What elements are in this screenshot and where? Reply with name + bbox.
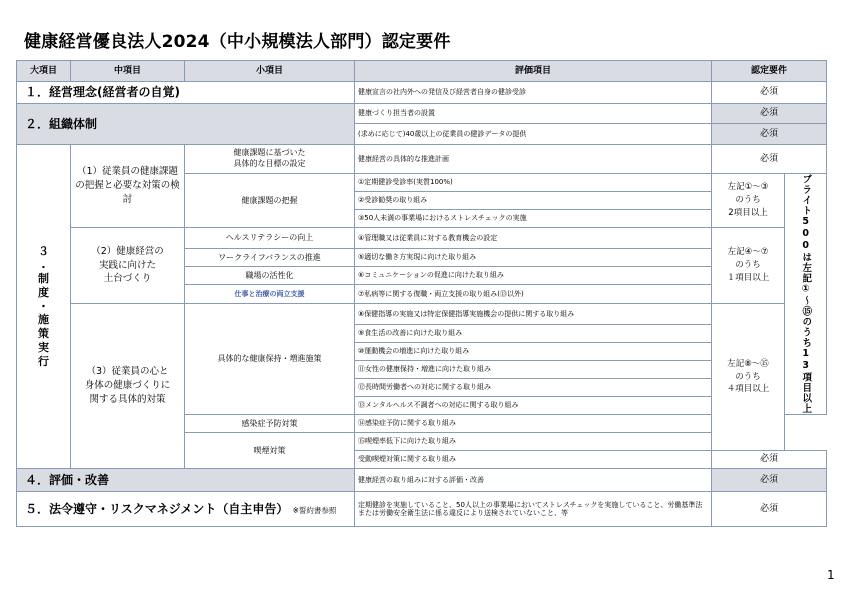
- g2-minor-4: 仕事と治療の両立支援: [185, 285, 355, 304]
- g3-item-14: ⑭感染症予防に関する取り組み: [355, 415, 712, 433]
- g2-minor-3: 職場の活性化: [185, 267, 355, 285]
- section2-label: ２．組織体制: [17, 104, 355, 145]
- section1-label: １．経営理念(経営者の自覚): [17, 82, 355, 104]
- g2-eval-3: ⑥コミュニケーションの促進に向けた取り組み: [355, 267, 712, 285]
- bright500-note: ブライト500は左記①～⑮のうち13項目以上: [785, 174, 827, 415]
- g3-row-1: [17, 304, 827, 325]
- g1-mid: （1）従業員の健康課題の把握と必要な対策の検討: [71, 145, 185, 228]
- section4-req: 必須: [712, 469, 827, 492]
- g3-item-9: ⑨食生活の改善に向けた取り組み: [355, 325, 712, 343]
- g1-goal-eval: 健康経営の具体的な推進計画: [355, 145, 712, 174]
- g1-item-1: ①定期健診受診率(実質100%): [355, 174, 712, 192]
- header-medium: 中項目: [71, 61, 185, 82]
- g3-health-minor: 具体的な健康保持・増進施策: [185, 304, 355, 415]
- g1-minor: 健康課題の把握: [185, 174, 355, 228]
- header-requirement: 認定要件: [712, 61, 827, 82]
- header-minor: 小項目: [185, 61, 355, 82]
- g3-item-13: ⑬メンタルヘルス不調者への対応に関する取り組み: [355, 397, 712, 415]
- header-evaluation: 評価項目: [355, 61, 712, 82]
- g1-goal-minor: 健康課題に基づいた 具体的な目標の設定: [185, 145, 355, 174]
- g3-item-8: ⑧保健指導の実施又は特定保健指導実施機会の提供に関する取り組み: [355, 304, 712, 325]
- header-major: 大項目: [17, 61, 71, 82]
- g2-row-1: [17, 228, 827, 249]
- section5-note: ※誓約書参照: [292, 505, 337, 515]
- section4-eval: 健康経営の取り組みに対する評価・改善: [355, 469, 712, 492]
- g3-passive-eval: 受動喫煙対策に関する取り組み: [355, 451, 712, 469]
- g3-item-12: ⑫長時間労働者への対応に関する取り組み: [355, 379, 712, 397]
- certification-requirements-table: [16, 60, 827, 527]
- g1-select: 左記①～③ のうち 2項目以上: [712, 174, 785, 228]
- section2-row-1: [17, 104, 827, 124]
- g2-eval-1: ④管理職又は従業員に対する教育機会の設定: [355, 228, 712, 249]
- section5-eval: 定期健診を実施していること、50人以上の事業場においてストレスチェックを実施していること、労働基準法または労働安全衛生法に係る違反により送検されていないこと、等: [355, 492, 712, 527]
- g2-eval-4: ⑦私病等に関する復職・両立支援の取り組み(⑬以外): [355, 285, 712, 304]
- page-number: 1: [827, 568, 835, 582]
- g1-item-3: ③50人未満の事業場におけるストレスチェックの実施: [355, 210, 712, 228]
- g3-item-15: ⑮喫煙率低下に向けた取り組み: [355, 433, 712, 451]
- page-title: 健康経営優良法人2024（中小規模法人部門）認定要件: [24, 32, 451, 52]
- section2-eval-2: (求めに応じて)40歳以上の従業員の健診データの提供: [355, 124, 712, 145]
- g3-mid: （3）従業員の心と 身体の健康づくりに 関する具体的対策: [71, 304, 185, 469]
- section5-label: ５．法令遵守・リスクマネジメント（自主申告）: [25, 501, 289, 516]
- section2-req-2: 必須: [712, 124, 827, 145]
- g2-minor-2: ワークライフバランスの推進: [185, 249, 355, 267]
- g3-passive-req: 必須: [712, 451, 827, 469]
- section2-eval-1: 健康づくり担当者の設置: [355, 104, 712, 124]
- goal-row: [17, 145, 827, 174]
- g2-eval-2: ⑤適切な働き方実現に向けた取り組み: [355, 249, 712, 267]
- g3-item-10: ⑩運動機会の増進に向けた取り組み: [355, 343, 712, 361]
- section5-label-cell: [17, 492, 355, 527]
- g1-item-2: ②受診勧奨の取り組み: [355, 192, 712, 210]
- section3-label: ３ . 制 度 ・ 施 策 実 行: [17, 145, 71, 469]
- g2-mid: （2）健康経営の 実践に向けた 土台づくり: [71, 228, 185, 304]
- section4-label: ４．評価・改善: [17, 469, 355, 492]
- section4-row: [17, 469, 827, 492]
- g3-select: 左記⑧～⑮ のうち ４項目以上: [712, 304, 785, 451]
- section2-req-1: 必須: [712, 104, 827, 124]
- g3-item-11: ⑪女性の健康保持・増進に向けた取り組み: [355, 361, 712, 379]
- g2-select: 左記④～⑦ のうち １項目以上: [712, 228, 785, 304]
- g3-smoke-minor: 喫煙対策: [185, 433, 355, 469]
- section1-eval: 健康宣言の社内外への発信及び経営者自身の健診受診: [355, 82, 712, 104]
- section5-req: 必須: [712, 492, 827, 527]
- g1-goal-req: 必須: [712, 145, 827, 174]
- g2-minor-1: ヘルスリテラシーの向上: [185, 228, 355, 249]
- section1-req: 必須: [712, 82, 827, 104]
- section5-row: [17, 492, 827, 527]
- g3-infect-minor: 感染症予防対策: [185, 415, 355, 433]
- header-row: [17, 61, 827, 82]
- section1-row: [17, 82, 827, 104]
